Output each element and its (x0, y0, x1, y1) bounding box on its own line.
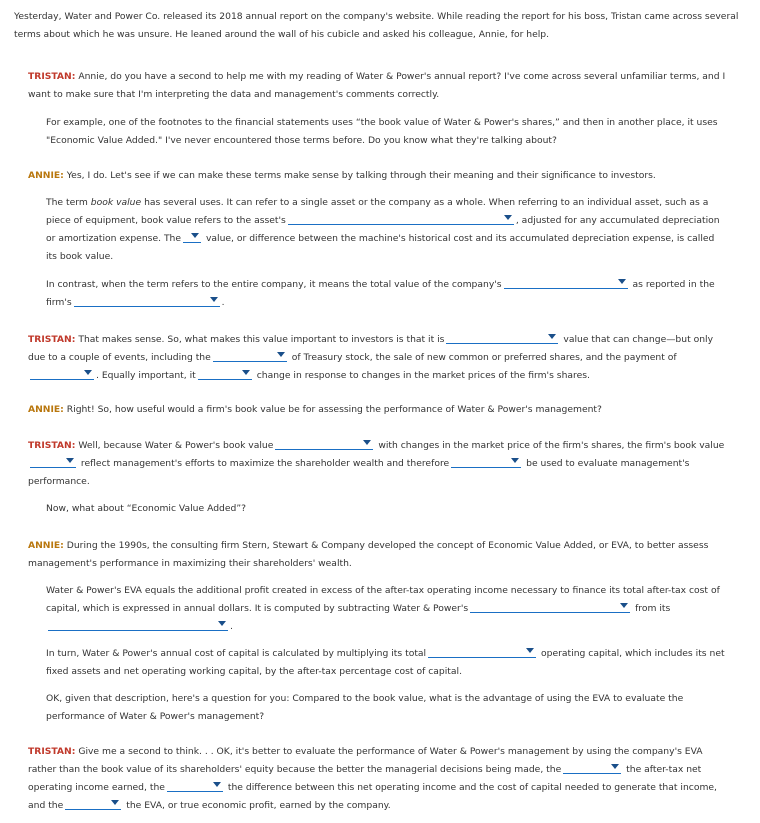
text: the after-tax net operating income earned, the (28, 764, 702, 793)
text: value, or difference between the machine's historical cost and its accumulated depreciation expense, is called its book value. (46, 233, 715, 262)
dialogue-tristan-3 (28, 331, 728, 385)
dropdown-financial-statement[interactable] (74, 294, 220, 307)
text: has several uses. It can refer to a single asset or the company as a whole. When referring to an individual asset, such as a piece of equipment, book value refers to the asset's (46, 197, 709, 226)
dropdown-payment-type[interactable] (30, 367, 94, 380)
chevron-down-icon (111, 800, 119, 805)
text: In contrast, when the term refers to the entire company, it means the total value of the company's (46, 279, 502, 290)
chevron-down-icon (504, 215, 512, 220)
text: as reported in the firm's (46, 279, 715, 308)
dialogue-tristan-5: Now, what about “Economic Value Added”? (46, 503, 246, 514)
dropdown-noi-direction[interactable] (563, 761, 621, 774)
dialogue-tristan-1 (28, 68, 728, 104)
speaker-annie: ANNIE: (28, 170, 64, 181)
dropdown-eva-subtract[interactable] (470, 600, 630, 613)
text: reflect management's efforts to maximize the shareholder wealth and therefore (78, 458, 450, 469)
chevron-down-icon (618, 279, 626, 284)
dialogue-annie-3 (28, 537, 728, 573)
dropdown-eva-from[interactable] (48, 618, 228, 631)
intro-paragraph: Yesterday, Water and Power Co. released its 2018 annual report on the company's website. While reading the report for his boss, Tristan came across several terms about which he was unsure. He leaned around the wall of his cubicle and asked his colleague, Annie, for help. (14, 11, 739, 40)
text: Well, because Water & Power's book value (75, 440, 274, 451)
speaker-tristan: TRISTAN: (28, 71, 76, 82)
text: In turn, Water & Power's annual cost of capital is calculated by multiplying its total (46, 648, 427, 659)
dialogue-tristan-6 (28, 743, 728, 815)
dialogue-annie-1 (28, 167, 728, 185)
chevron-down-icon (242, 370, 250, 375)
dialogue-text: Annie, do you have a second to help me with my reading of Water & Power's annual report? I've come across several unfamiliar terms, and I want to make sure that I'm interpreting the data and management's comments correctly. (28, 71, 726, 100)
book-value-paragraph (46, 194, 726, 266)
dialogue-tristan-2: For example, one of the footnotes to the financial statements uses “the book value of Water & Power's shares,” and then in another place, it uses "Economic Value Added." I've never encountered those terms before. Do you know what they're talking about? (46, 117, 718, 146)
dialogue-annie-2 (28, 401, 728, 419)
dropdown-can-be-used[interactable] (451, 455, 521, 468)
dropdown-difference-direction[interactable] (167, 779, 223, 792)
speaker-tristan: TRISTAN: (28, 440, 76, 451)
chevron-down-icon (548, 334, 556, 339)
text: Right! So, how useful would a firm's book value be for assessing the performance of Water & Power's management? (63, 404, 602, 415)
text: . (230, 621, 233, 632)
text: with changes in the market price of the firm's shares, the firm's book value (375, 440, 725, 451)
text: change in response to changes in the market prices of the firm's shares. (253, 370, 590, 381)
dropdown-operating-capital[interactable] (428, 645, 536, 658)
eva-paragraph (46, 582, 726, 636)
chevron-down-icon (526, 648, 534, 653)
chevron-down-icon (210, 297, 218, 302)
text: of Treasury stock, the sale of new common or preferred shares, and the payment of (288, 352, 677, 363)
text: . Equally important, it (96, 370, 196, 381)
emphasis-text: book value (90, 197, 142, 208)
text: The term (46, 197, 91, 208)
chevron-down-icon (66, 458, 74, 463)
text: , adjusted for any accumulated depreciation or amortization expense. The (46, 215, 720, 244)
chevron-down-icon (84, 370, 92, 375)
text: That makes sense. So, what makes this value important to investors is that it is (75, 334, 445, 345)
chevron-down-icon (611, 764, 619, 769)
chevron-down-icon (191, 233, 199, 238)
dialogue-text: Yes, I do. Let's see if we can make these terms make sense by talking through their meaning and their significance to investors. (63, 170, 656, 181)
chevron-down-icon (277, 352, 285, 357)
dropdown-reflect[interactable] (30, 455, 76, 468)
dropdown-company-value[interactable] (504, 276, 628, 289)
question-paragraph: OK, given that description, here's a question for you: Compared to the book value, what is the advantage of using the EVA to evaluate the performance of Water & Power's management? (46, 693, 684, 722)
dropdown-value-type[interactable] (446, 331, 558, 344)
speaker-annie: ANNIE: (28, 540, 64, 551)
dropdown-eva-direction[interactable] (65, 797, 121, 810)
chevron-down-icon (363, 440, 371, 445)
text: During the 1990s, the consulting firm Stern, Stewart & Company developed the concept of Economic Value Added, or EVA, to better assess management's performance in maximizing their shareholders' wealth. (28, 540, 709, 569)
dialogue-tristan-4 (28, 437, 728, 491)
chevron-down-icon (218, 621, 226, 626)
text: operating capital, which includes its net fixed assets and net operating working capital, by the after-tax percentage cost of capital. (46, 648, 725, 677)
chevron-down-icon (620, 603, 628, 608)
speaker-tristan: TRISTAN: (28, 746, 76, 757)
chevron-down-icon (511, 458, 519, 463)
dropdown-net-value[interactable] (183, 230, 201, 243)
text: value that can change—but only due to a couple of events, including the (28, 334, 714, 363)
dropdown-market-change[interactable] (198, 367, 252, 380)
text: Give me a second to think. . . OK, it's better to evaluate the performance of Water & Power's management by using the company's EVA rather than the book value of its shareholders' equity because the better the managerial decisions being made, the (28, 746, 703, 775)
text: be used to evaluate management's performance. (28, 458, 690, 487)
text: . (221, 297, 225, 308)
speaker-annie: ANNIE: (28, 404, 64, 415)
text: Water & Power's EVA equals the additional profit created in excess of the after-tax operating income necessary to finance its total after-tax cost of capital, which is expressed in annual dollars. It is computed by subtracting Water & Power's (46, 585, 720, 614)
dropdown-treasury-event[interactable] (213, 349, 287, 362)
text: the difference between this net operating income and the cost of capital needed to generate that income, and the (28, 782, 717, 811)
dropdown-book-value-change[interactable] (275, 437, 373, 450)
chevron-down-icon (213, 782, 221, 787)
company-book-value-paragraph (46, 276, 726, 312)
speaker-tristan: TRISTAN: (28, 334, 76, 345)
dropdown-asset-cost[interactable] (288, 212, 514, 225)
text: from its (632, 603, 671, 614)
cost-of-capital-paragraph (46, 645, 726, 681)
text: the EVA, or true economic profit, earned by the company. (123, 800, 391, 811)
